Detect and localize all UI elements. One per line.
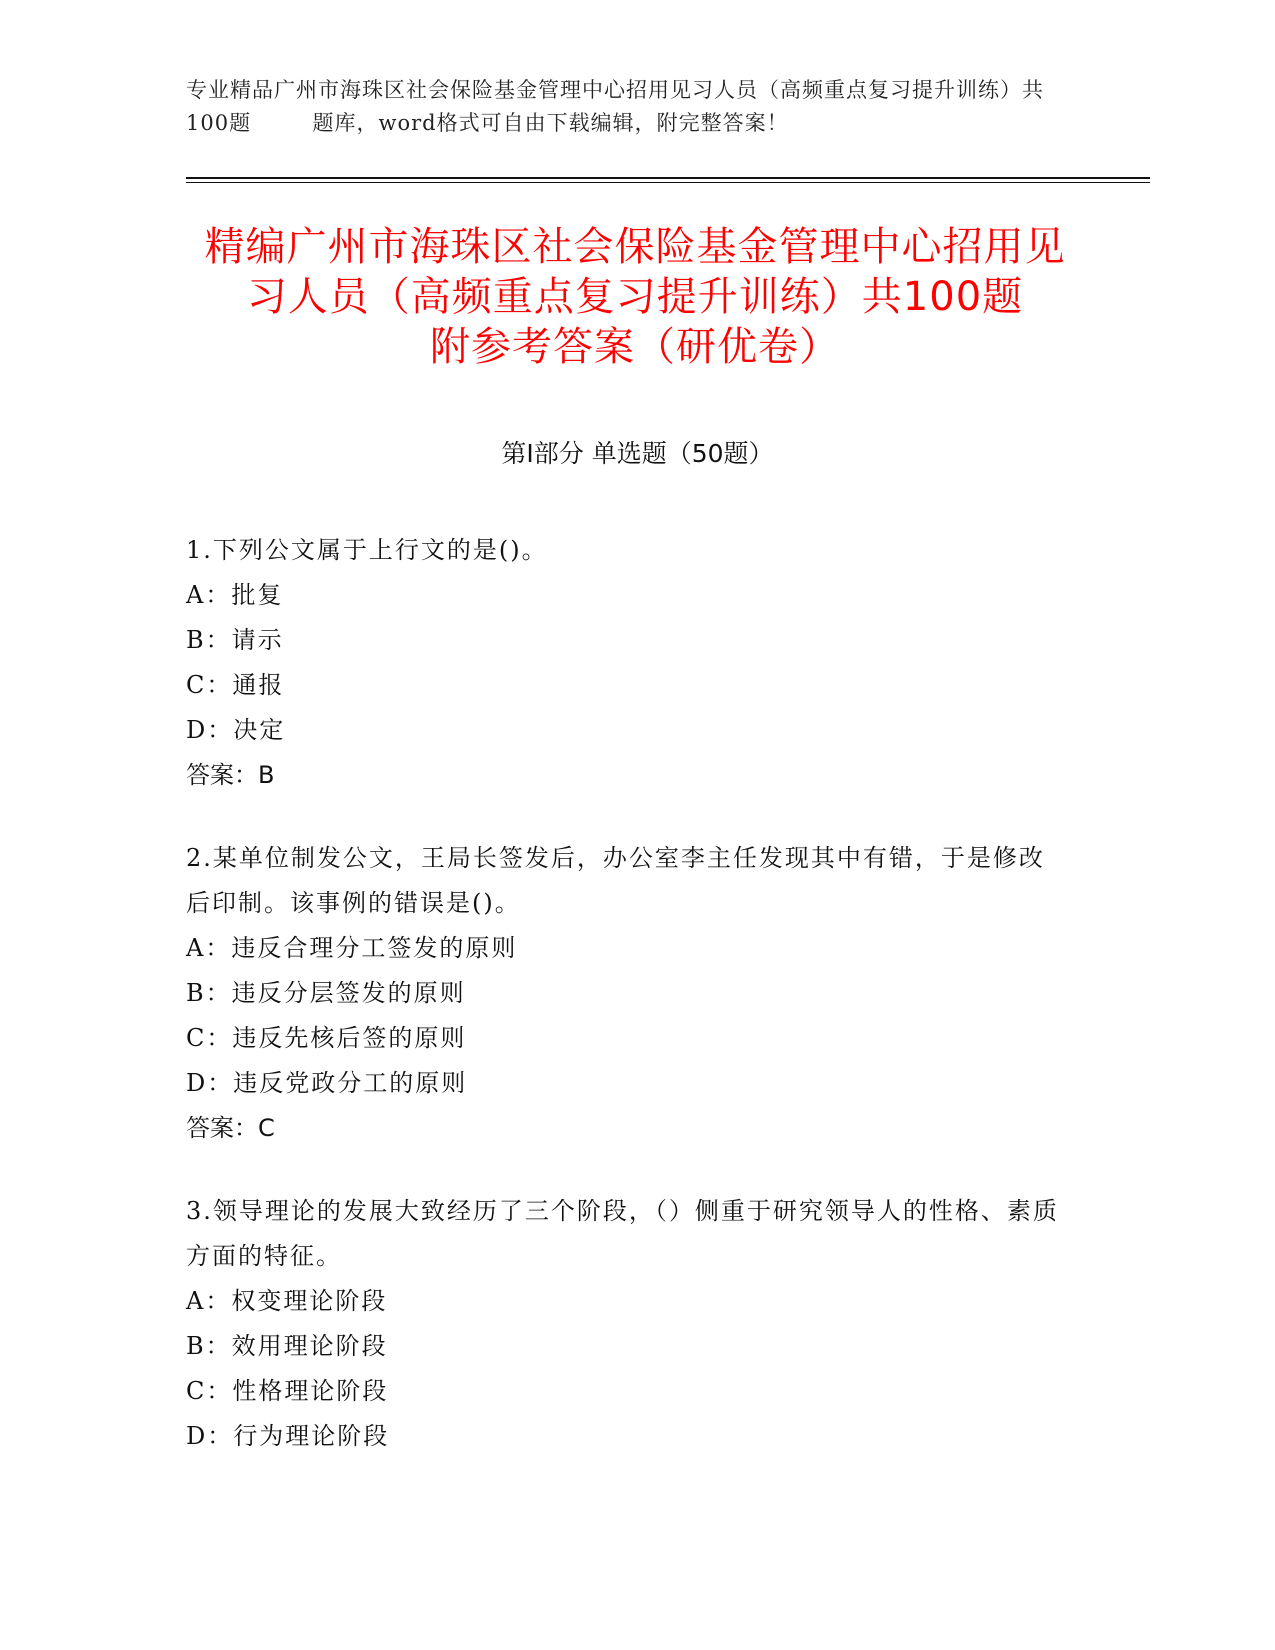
option-a: A：权变理论阶段 (186, 1287, 388, 1315)
header-rule-thick (186, 177, 1150, 179)
answer-line: 答案：B (186, 761, 275, 789)
header-note: 专业精品广州市海珠区社会保险基金管理中心招用见习人员（高频重点复习提升训练）共100题 题库，word格式可自由下载编辑，附完整答案！ (186, 78, 1044, 135)
option-c: C：违反先核后签的原则 (186, 1024, 467, 1052)
option-a: A：批复 (186, 581, 284, 609)
option-d: D：行为理论阶段 (186, 1422, 390, 1450)
question-stem: 1.下列公文属于上行文的是()。 (186, 536, 548, 564)
option-c: C：性格理论阶段 (186, 1377, 389, 1405)
section-heading: 第Ⅰ部分 单选题（50题） (501, 439, 774, 468)
question-3 (186, 1189, 1066, 1459)
question-list (186, 528, 1066, 1497)
option-b: B：违反分层签发的原则 (186, 979, 466, 1007)
option-b: B：请示 (186, 626, 284, 654)
question-stem: 3.领导理论的发展大致经历了三个阶段，（）侧重于研究领导人的性格、素质方面的特征。 (186, 1197, 1059, 1270)
option-a: A：违反合理分工签发的原则 (186, 934, 518, 962)
question-stem: 2.某单位制发公文，王局长签发后，办公室李主任发现其中有错，于是修改后印制。该事例的错误是()。 (186, 844, 1045, 917)
question-1 (186, 528, 1066, 798)
header-rule-thin (186, 182, 1150, 183)
option-d: D：决定 (186, 716, 286, 744)
option-c: C：通报 (186, 671, 285, 699)
question-2 (186, 836, 1066, 1151)
option-b: B：效用理论阶段 (186, 1332, 388, 1360)
document-title: 精编广州市海珠区社会保险基金管理中心招用见习人员（高频重点复习提升训练）共100题 附参考答案（研优卷） (204, 224, 1133, 370)
option-d: D：违反党政分工的原则 (186, 1069, 468, 1097)
answer-line: 答案：C (186, 1114, 275, 1142)
